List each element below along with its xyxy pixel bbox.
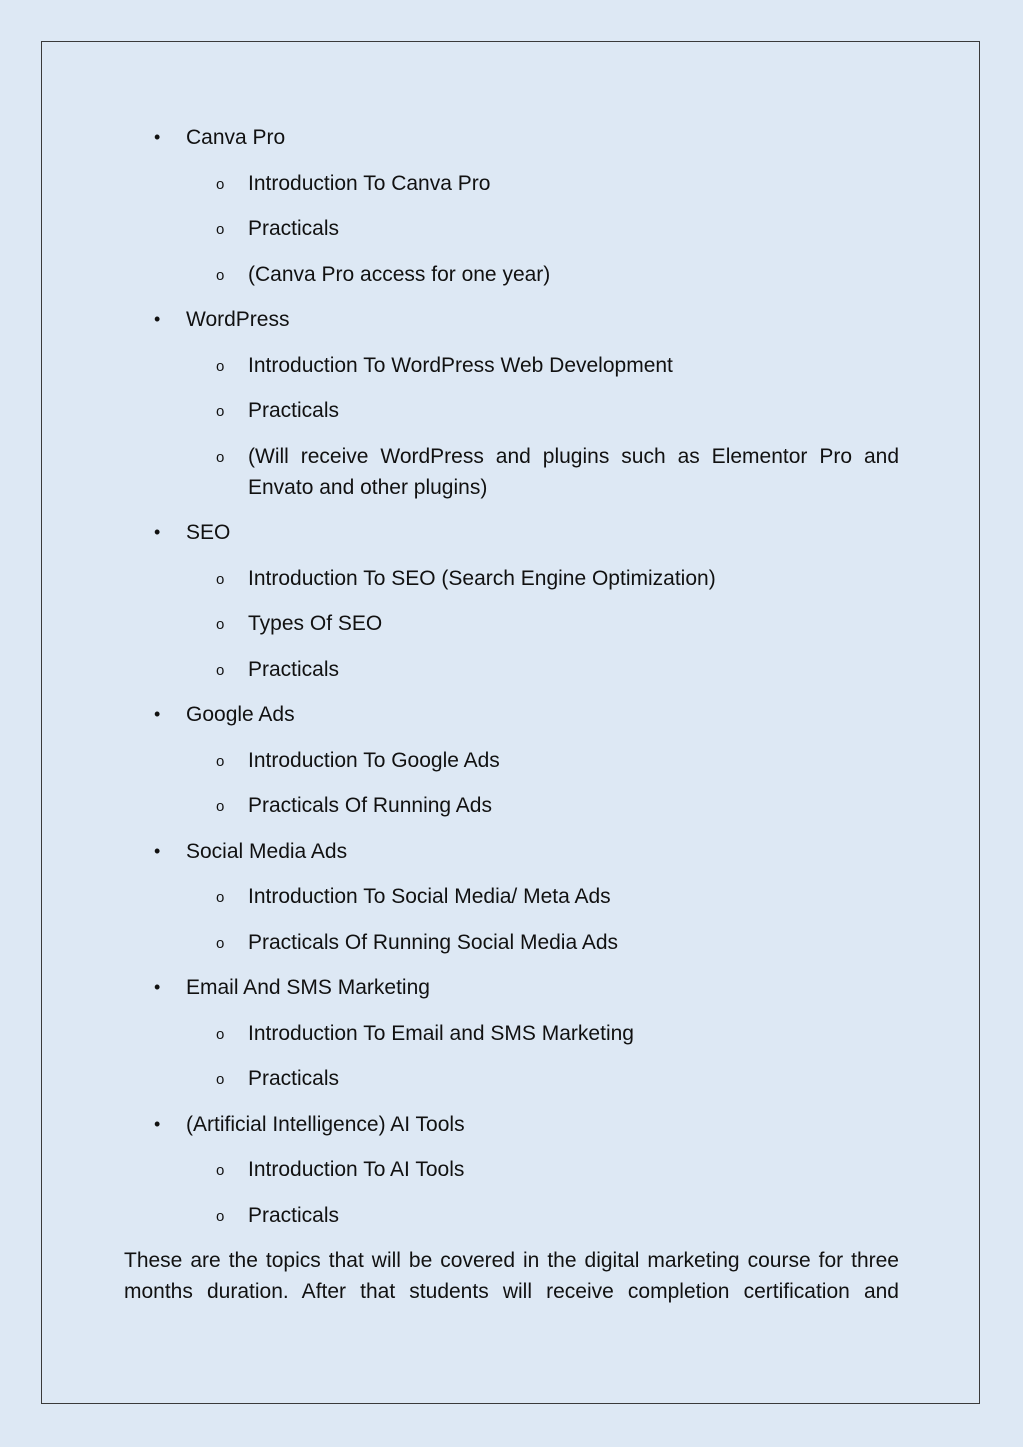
topic-label: Google Ads [186, 703, 295, 726]
subtopic-item [124, 1200, 899, 1231]
circle-bullet-icon: o [216, 616, 225, 633]
subtopic-label: Practicals [248, 399, 340, 422]
subtopic-item [124, 745, 899, 776]
topic-item [124, 517, 899, 548]
subtopic-item [124, 608, 899, 639]
topic-label: Email And SMS Marketing [186, 976, 430, 999]
bullet-icon: • [154, 127, 161, 147]
subtopic-item [124, 1018, 899, 1049]
subtopic-label: (Canva Pro access for one year) [248, 262, 551, 286]
bullet-icon: • [154, 977, 161, 997]
bullet-icon: • [154, 309, 161, 329]
subtopic-label: Introduction To AI Tools [248, 1158, 465, 1181]
subtopic-label: Introduction To Email and SMS Marketing [248, 1021, 634, 1045]
circle-bullet-icon: o [216, 752, 225, 770]
topic-item [124, 972, 899, 1003]
topic-label: Social Media Ads [186, 839, 348, 863]
topic-label: Canva Pro [186, 126, 286, 149]
topic-item [124, 1109, 899, 1140]
subtopic-label: Introduction To SEO (Search Engine Optimization) [248, 566, 716, 590]
circle-bullet-icon: o [216, 1162, 225, 1179]
topic-item [124, 699, 899, 730]
subtopic-label: Practicals Of Running Social Media Ads [248, 930, 619, 954]
subtopic-item [124, 654, 899, 685]
topic-item [124, 836, 899, 867]
subtopic-item [124, 259, 899, 290]
subtopic-item [124, 927, 899, 958]
circle-bullet-icon: o [216, 798, 225, 815]
bullet-icon: • [154, 704, 161, 724]
subtopic-item [124, 563, 899, 594]
subtopic-label: Practicals [248, 1203, 340, 1227]
subtopic-item [124, 881, 899, 912]
subtopic-item [124, 1063, 899, 1094]
subtopic-item [124, 441, 899, 503]
topic-label: (Artificial Intelligence) AI Tools [186, 1112, 465, 1136]
topic-label: WordPress [186, 308, 290, 331]
circle-bullet-icon: o [216, 357, 225, 375]
subtopic-label: Practicals [248, 657, 340, 681]
circle-bullet-icon: o [216, 934, 225, 952]
bullet-icon: • [154, 522, 161, 542]
subtopic-label: Practicals [248, 1067, 340, 1090]
circle-bullet-icon: o [216, 1025, 225, 1043]
subtopic-item [124, 168, 899, 199]
topic-item [124, 122, 899, 153]
subtopic-item [124, 790, 899, 821]
subtopic-label: Practicals [248, 217, 340, 240]
topic-item [124, 304, 899, 335]
circle-bullet-icon: o [216, 448, 225, 466]
subtopic-label: Introduction To WordPress Web Development [248, 353, 673, 377]
circle-bullet-icon: o [216, 266, 225, 284]
bullet-icon: • [154, 1113, 161, 1134]
subtopic-item [124, 1154, 899, 1185]
circle-bullet-icon: o [216, 661, 225, 679]
subtopic-label: Types Of SEO [248, 612, 383, 635]
subtopic-item [124, 213, 899, 244]
circle-bullet-icon: o [216, 1207, 225, 1225]
circle-bullet-icon: o [216, 570, 225, 588]
subtopic-label: Introduction To Google Ads [248, 748, 500, 772]
bullet-icon: • [154, 840, 161, 861]
document-body [124, 122, 899, 1307]
subtopic-label: Introduction To Social Media/ Meta Ads [248, 885, 611, 908]
circle-bullet-icon: o [216, 175, 225, 193]
subtopic-label: Practicals Of Running Ads [248, 794, 492, 817]
subtopic-label: (Will receive WordPress and plugins such as Elementor Pro and Envato and other plugins) [248, 444, 899, 499]
subtopic-item [124, 395, 899, 426]
circle-bullet-icon: o [216, 889, 225, 906]
subtopic-label: Introduction To Canva Pro [248, 171, 491, 195]
closing-paragraph: These are the topics that will be covered in the digital marketing course for three months duration. After that students will receive completion certification and [124, 1249, 899, 1303]
subtopic-item [124, 350, 899, 381]
topic-list [124, 122, 899, 1231]
topic-label: SEO [186, 521, 231, 544]
circle-bullet-icon: o [216, 1071, 225, 1088]
circle-bullet-icon: o [216, 403, 225, 420]
circle-bullet-icon: o [216, 221, 225, 238]
